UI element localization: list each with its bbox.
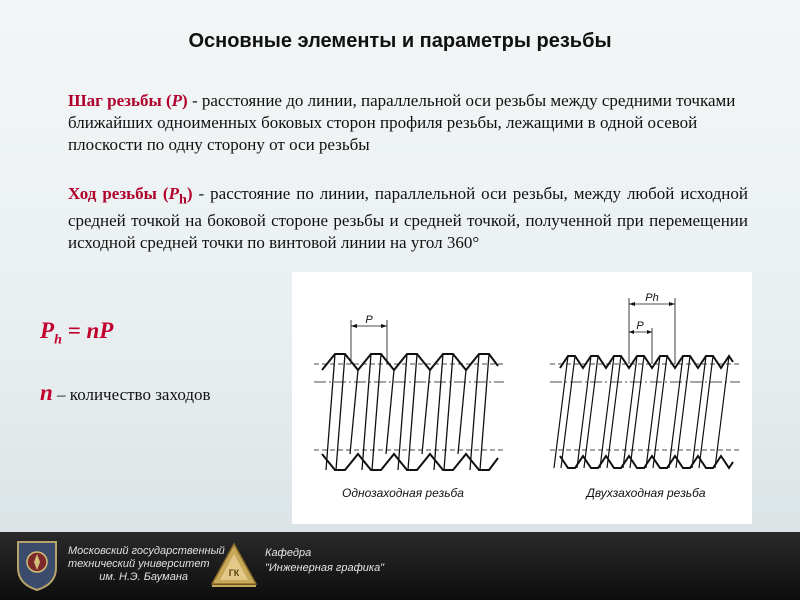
university-emblem-icon: [12, 538, 62, 592]
page-title: Основные элементы и параметры резьбы: [188, 30, 612, 52]
pitch-definition-text: - расстояние до линии, параллельной оси резьбы между средними точками ближайших одноименных боковых сторон профиля резьбы, лежащими в одной осевой плоскости по одну сторону от оси резьбы: [68, 91, 736, 154]
lead-label: Ph: [645, 292, 659, 304]
lead-formula: $P_h$ = nP: [40, 318, 114, 348]
university-name: Московский государственный технический университет им. Н.Э. Баумана: [68, 545, 225, 583]
department-logo-icon: [208, 540, 260, 592]
single-start-thread: [314, 320, 504, 470]
single-pitch-label: P: [365, 314, 373, 326]
double-pitch-label: P: [636, 320, 644, 332]
lead-definition-text: - расстояние по линии, параллельной оси резьбы, между любой исходной средней точкой на боковой стороне резьбы и средней точкой, полученной при перемещении исходной средней точки по винтовой линии на угол 360°: [68, 184, 748, 253]
lead-definition: [68, 183, 748, 254]
department-name: Кафедра "Инженерная графика": [265, 547, 385, 574]
svg-text:ГК: ГК: [228, 568, 240, 578]
pitch-definition: [68, 90, 748, 156]
footer-bar: [0, 532, 800, 600]
pitch-term: Шаг резьбы (P): [68, 91, 188, 110]
lead-term: Ход резьбы $(P_h)$: [68, 184, 193, 208]
thread-figure: [292, 272, 752, 524]
n-definition: n – количество заходов: [40, 380, 211, 405]
double-start-caption: Двухзаходная резьба: [586, 486, 706, 500]
single-start-caption: Однозаходная резьба: [342, 486, 464, 500]
double-start-thread: [550, 298, 740, 468]
